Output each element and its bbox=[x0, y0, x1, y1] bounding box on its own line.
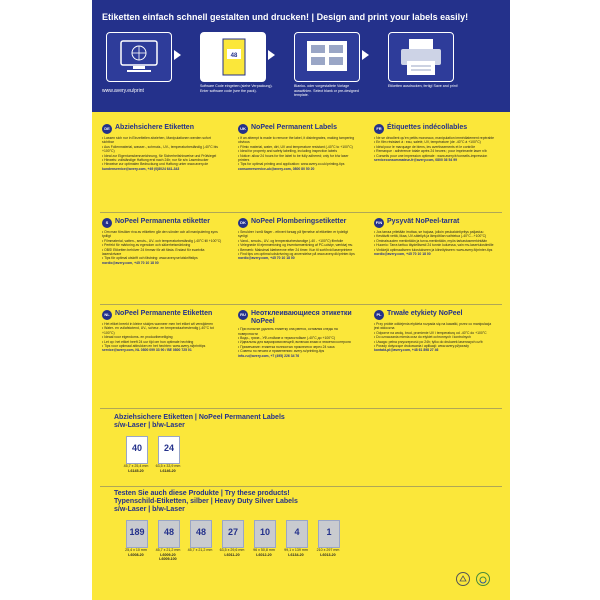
section-line: • Do oznaczania mienia oraz do etykiet ochronnych i kontrolnych bbox=[374, 335, 471, 340]
section-s bbox=[102, 218, 222, 265]
flag-fin: FIN bbox=[374, 218, 384, 228]
section-contact: nordic@avery.com, +45 70 10 18 00 bbox=[238, 256, 295, 261]
label-count: 1 bbox=[326, 527, 332, 537]
section-ru bbox=[238, 310, 358, 358]
software-code-icon bbox=[200, 32, 266, 82]
section-fin bbox=[374, 218, 494, 256]
label-count: 10 bbox=[259, 527, 270, 537]
step-2-caption: Software Code eingeben (siehe Verpackung). Enter software code (see the pack). bbox=[200, 84, 273, 93]
section-de bbox=[102, 124, 222, 171]
section-dk bbox=[238, 218, 358, 261]
product-thumbnail bbox=[126, 520, 148, 548]
product-code: L6134-20 bbox=[288, 552, 304, 557]
section-line: • Aus Folienmaterial, wasser-, schmutz-, UV-, temperaturbeständig (-40°C bis +100°C) bbox=[102, 144, 218, 154]
product-info bbox=[250, 548, 278, 557]
label-count: 40 bbox=[131, 443, 142, 453]
svg-text:48: 48 bbox=[230, 53, 238, 59]
section-title: Pysyvät NoPeel-tarrat bbox=[387, 218, 460, 225]
product-thumbnail bbox=[318, 520, 340, 548]
printer-icon bbox=[388, 32, 454, 82]
section-line: • Tips för optimal utskrift och fästning: www.avery.se/utskriftstips bbox=[102, 256, 198, 261]
section-line: • При попытке удалить этикетку она рвется, оставляя следы на поверхности bbox=[238, 327, 338, 336]
section-line: • Kestävät vettä, likaa, UV-säteilyä ja lämpötilan vaihtelua (-40°C...+100°C) bbox=[374, 234, 487, 239]
recycling-icon bbox=[456, 572, 470, 586]
label-count: 189 bbox=[129, 527, 145, 537]
step-3-caption: Blanko- oder vorgestaltete Vorlage auswählen. Select blank or pre-designed template. bbox=[294, 84, 359, 98]
flag-dk: DK bbox=[238, 218, 248, 228]
banner-title: Etiketten einfach schnell gestalten und drucken! | Design and print your labels easily! bbox=[102, 12, 469, 22]
section-pl bbox=[374, 310, 494, 353]
flag-uk: UK bbox=[238, 124, 248, 134]
product-info bbox=[186, 548, 214, 553]
more-products-subtitle: Typenschild-Etiketten, silber | Heavy Duty Silver Labels bbox=[114, 498, 298, 505]
more-products-heading bbox=[114, 490, 298, 514]
product-code: L6145-20 bbox=[128, 468, 144, 473]
section-title: NoPeel Plomberingsetiketter bbox=[251, 218, 347, 225]
product-info bbox=[282, 548, 310, 557]
section-title: NoPeel Permanente Etiketten bbox=[115, 310, 213, 317]
monitor-icon bbox=[106, 32, 172, 82]
flag-nl: NL bbox=[102, 310, 112, 320]
flag-s: S bbox=[102, 218, 112, 228]
product-thumbnail bbox=[286, 520, 308, 548]
section-title: NoPeel Permanent Labels bbox=[251, 124, 337, 131]
product-code: L6008-20 bbox=[128, 552, 144, 557]
avery-print-url: www.avery.eu/print bbox=[102, 88, 144, 94]
section-title: NoPeel Permanenta etiketter bbox=[115, 218, 210, 225]
section-line: • Идеальны для маркировки вещей, включая знаки и этикетки контроля bbox=[238, 340, 351, 345]
section-contact: nordic@avery.com, +45 70 10 18 00 bbox=[374, 252, 431, 257]
section-contact: serviceconsommateur-fr@avery.com, 0800 36 54 99 bbox=[374, 158, 457, 163]
section-title: Abziehsichere Etiketten bbox=[115, 124, 194, 131]
label-count: 48 bbox=[195, 527, 206, 537]
main-products-heading bbox=[114, 414, 285, 430]
product-size: 96 x 50,8 mm bbox=[253, 548, 275, 552]
divider bbox=[100, 486, 502, 487]
section-line: • Bemærk: Maksimal klæbeevne efter 24 timer. Kun til sort/hvid laserprintere bbox=[238, 247, 353, 252]
product-info bbox=[218, 548, 246, 557]
section-line: • Filmmaterial, vatten-, smuts-, UV- och temperaturbeständig (-40°C till +100°C) bbox=[102, 238, 222, 243]
section-line: • OBS! Etiketten behöver 24 timmar för att fästa. Endast för svartvita laserskrivare bbox=[102, 247, 205, 257]
arrow-icon bbox=[362, 50, 369, 60]
product-info bbox=[314, 548, 342, 557]
section-line: • En film résistant à : eau, saleté, UV, température (de -40°C à +100°C) bbox=[374, 140, 481, 145]
main-products-subtitle: s/w-Laser | b/w-Laser bbox=[114, 422, 185, 429]
product-info bbox=[122, 464, 150, 473]
divider bbox=[100, 304, 502, 305]
section-line: • Vand-, smuds-, UV- og temperaturbestandige (-40 - +100°C) filmfolie bbox=[238, 238, 344, 243]
section-contact: kontakt-pl@avery.com, +48 61 898 27 46 bbox=[374, 348, 439, 353]
section-line: • Lassen sich nur in Einzelteilen abziehen, Manipulationen werden sofort sichtbar bbox=[102, 136, 211, 145]
section-line: • Vinkkejä optimaaliseen tulostukseen ja kiinnitykseen: www.avery.fi/printer-tips bbox=[374, 247, 493, 252]
product-size: 210 x 297 mm bbox=[316, 548, 340, 552]
section-contact: service@avery.com, NL 0800 099 33 90 / BE 0800 725 01 bbox=[102, 348, 192, 353]
section-line: • Ideaal voor eigendoms- en productbeveiliging bbox=[102, 335, 173, 340]
product-code: L6012-20 bbox=[256, 552, 272, 557]
more-products-title: Testen Sie auch diese Produkte | Try these products! bbox=[114, 490, 290, 497]
product-size: 99,1 x 139 mm bbox=[284, 548, 308, 552]
arrow-icon bbox=[268, 50, 275, 60]
section-line: • Ominaisuuden merkintään ja turva-merkintään, myös tarkastusmerkintään bbox=[374, 238, 488, 243]
section-line: • Het etiket breekt in kleine stukjes wanneer men het etiket wil verwijderen bbox=[102, 322, 214, 326]
section-line: • If an attempt is made to remove the label, it disintegrates, making tampering obvious bbox=[238, 136, 355, 145]
label-count: 24 bbox=[163, 443, 174, 453]
product-code: L6009-20 bbox=[160, 552, 176, 557]
product-info bbox=[122, 548, 150, 557]
product-thumbnail bbox=[254, 520, 276, 548]
step-4-caption: Etiketten ausdrucken, fertig! Save and print! bbox=[388, 84, 458, 88]
section-line: • Perfekt för märkning av egendom och säkerhetsmärkning bbox=[102, 243, 191, 248]
main-products-title: Abziehsichere Etiketten | NoPeel Permanent Labels bbox=[114, 414, 285, 421]
section-title: Trwałe etykiety NoPeel bbox=[387, 310, 463, 317]
section-line: • Uwaga: pełna przyczepność po 24h; tylko do drukarek laserowych cz/b bbox=[374, 339, 483, 344]
section-line: • Idéal pour le marquage de biens, les avertissements et le contrôle bbox=[374, 144, 476, 149]
section-line: • Find tips om optimal udskrivning og anvendelse på www.avery.dk/printer-tips bbox=[238, 252, 355, 257]
product-info bbox=[154, 548, 182, 562]
section-line: • Примечание: этикетка полностью приклеится через 24 часа bbox=[238, 344, 335, 349]
section-line: • Hinweise zur optimalen Bedruckung und Haftung unter www.avery.de bbox=[102, 162, 209, 167]
section-contact: info-ru@avery.com, +7 (495) 226 34 76 bbox=[238, 353, 300, 358]
product-size: 63,5 x 33,9 mm bbox=[155, 464, 181, 468]
section-line: • Ideal for property and safety labelling, including inspection labels bbox=[238, 149, 338, 154]
label-count: 27 bbox=[227, 527, 238, 537]
section-line: • Smuldrer i små flager - ethvert forsøg på fjernelse af etiketten er tydeligt synligt bbox=[238, 230, 348, 239]
section-title: Étiquettes indécollables bbox=[387, 124, 468, 131]
section-line: • Porady dotyczące drukowania i aplikacji: www.avery.pl/porady bbox=[374, 344, 469, 349]
product-thumbnail bbox=[190, 520, 212, 548]
section-uk bbox=[238, 124, 358, 171]
section-nl bbox=[102, 310, 222, 353]
section-contact: nordic@avery.com, +45 70 10 18 00 bbox=[102, 260, 159, 265]
product-size: 45,7 x 21,2 mm bbox=[155, 548, 181, 552]
design-print-banner bbox=[92, 0, 510, 112]
section-line: • Tips for optimal printing and application: www.avery.co.uk/printing-tips bbox=[238, 162, 345, 167]
flag-ru: RU bbox=[238, 310, 248, 320]
product-size: 45,7 x 21,2 mm bbox=[187, 548, 213, 552]
product-info bbox=[154, 464, 182, 473]
section-line: • Remarque : adhérence totale après 24 heures ; pour imprimante laser n/b bbox=[374, 149, 487, 154]
divider bbox=[100, 212, 502, 213]
section-line: • Jos tarraa yritetään irrottaa, se hajoaa, jolloin peukalointiyritys paljastuu bbox=[374, 230, 484, 234]
product-code: L6013-20 bbox=[320, 552, 336, 557]
product-thumbnail bbox=[158, 520, 180, 548]
label-count: 48 bbox=[163, 527, 174, 537]
section-line: • Water- en vuilafstotend, UV-, scheur- en temperatuurbestendig (-40°C tot +100°C) bbox=[102, 326, 214, 335]
section-line: • Przy próbie odklejenia etykieta rozpada się na kawałki, przez co manipulacja jest widoczna bbox=[374, 322, 492, 331]
arrow-icon bbox=[174, 50, 181, 60]
section-contact: consumerservice-uk@avery.com, 0800 80 50 20 bbox=[238, 166, 315, 171]
section-line: • Om man försöker riva av etiketten går den sönder och all manipulering syns tydligt bbox=[102, 230, 218, 239]
product-size: 45,7 x 25,4 mm bbox=[123, 464, 149, 468]
section-line: • Odporne na wodę, brud, promienie UV i temperaturę od -40°C do +100°C bbox=[374, 330, 487, 335]
product-thumbnail bbox=[126, 436, 148, 464]
divider bbox=[100, 408, 502, 409]
section-line: • Водо-, грязе-, УФ-стойкие и термостойкие (-40°C до +100°C) bbox=[238, 336, 336, 340]
section-line: • Let op: het etiket heeft 24 uur tijd om hun optimale hechting bbox=[102, 339, 194, 344]
flag-pl: PL bbox=[374, 310, 384, 320]
section-line: • Ideal zur Eigentumskennzeichnung, für Sicherheitshinweise und Prüfsiegel bbox=[102, 153, 217, 158]
label-count: 4 bbox=[294, 527, 300, 537]
product-size: 25,4 x 10 mm bbox=[125, 548, 147, 552]
more-products-printer: s/w-Laser | b/w-Laser bbox=[114, 506, 185, 513]
product-code: L6009-100 bbox=[159, 557, 177, 562]
section-line: • Velegnede til ejermærkning og inventarmærkning af PC-udstyr, værktøj mv. bbox=[238, 243, 353, 248]
section-line: • Hinweis: vollständige Haftung erst nach 24h; nur für s/w Laserdrucker bbox=[102, 158, 209, 163]
section-line: • Ne se décollent qu'en petits morceaux, manipulation immédiatement repérable bbox=[374, 136, 495, 140]
section-fr bbox=[374, 124, 494, 162]
section-line: • Filmic material, water, dirt, UV and temperature resistant (-40°C to +100°C) bbox=[238, 144, 353, 149]
section-line: • Huomio: Tarra tarttuu täydellisesti 24 tunnin kuluessa, vain mv-lasertulostimille bbox=[374, 243, 494, 248]
flag-fr: FR bbox=[374, 124, 384, 134]
section-line: • Notice: allow 24 hours for the label to be fully adhered; only for b/w laser printers bbox=[238, 153, 349, 163]
product-thumbnail bbox=[222, 520, 244, 548]
product-size: 63,5 x 29,6 mm bbox=[219, 548, 245, 552]
section-line: • Советы по печати и применению: avery.ru/printing-tips bbox=[238, 349, 325, 354]
product-thumbnail bbox=[158, 436, 180, 464]
flag-de: DE bbox=[102, 124, 112, 134]
product-code: L6146-20 bbox=[160, 468, 176, 473]
section-line: • Conseils pour une impression optimale : www.avery.fr/conseils-impression bbox=[374, 153, 488, 158]
template-icon bbox=[294, 32, 360, 82]
section-line: • Tips voor optimaal afdrukken en het hechten: www.avery.nl/printtips bbox=[102, 344, 206, 349]
label-pack-back bbox=[92, 0, 510, 600]
green-dot-icon bbox=[476, 572, 490, 586]
product-code: L6011-20 bbox=[224, 552, 240, 557]
section-contact: kundenservice@avery.com, +49 (0)8024 641-343 bbox=[102, 166, 180, 171]
section-title: Неотклеивающиеся этикетки NoPeel bbox=[251, 310, 352, 325]
